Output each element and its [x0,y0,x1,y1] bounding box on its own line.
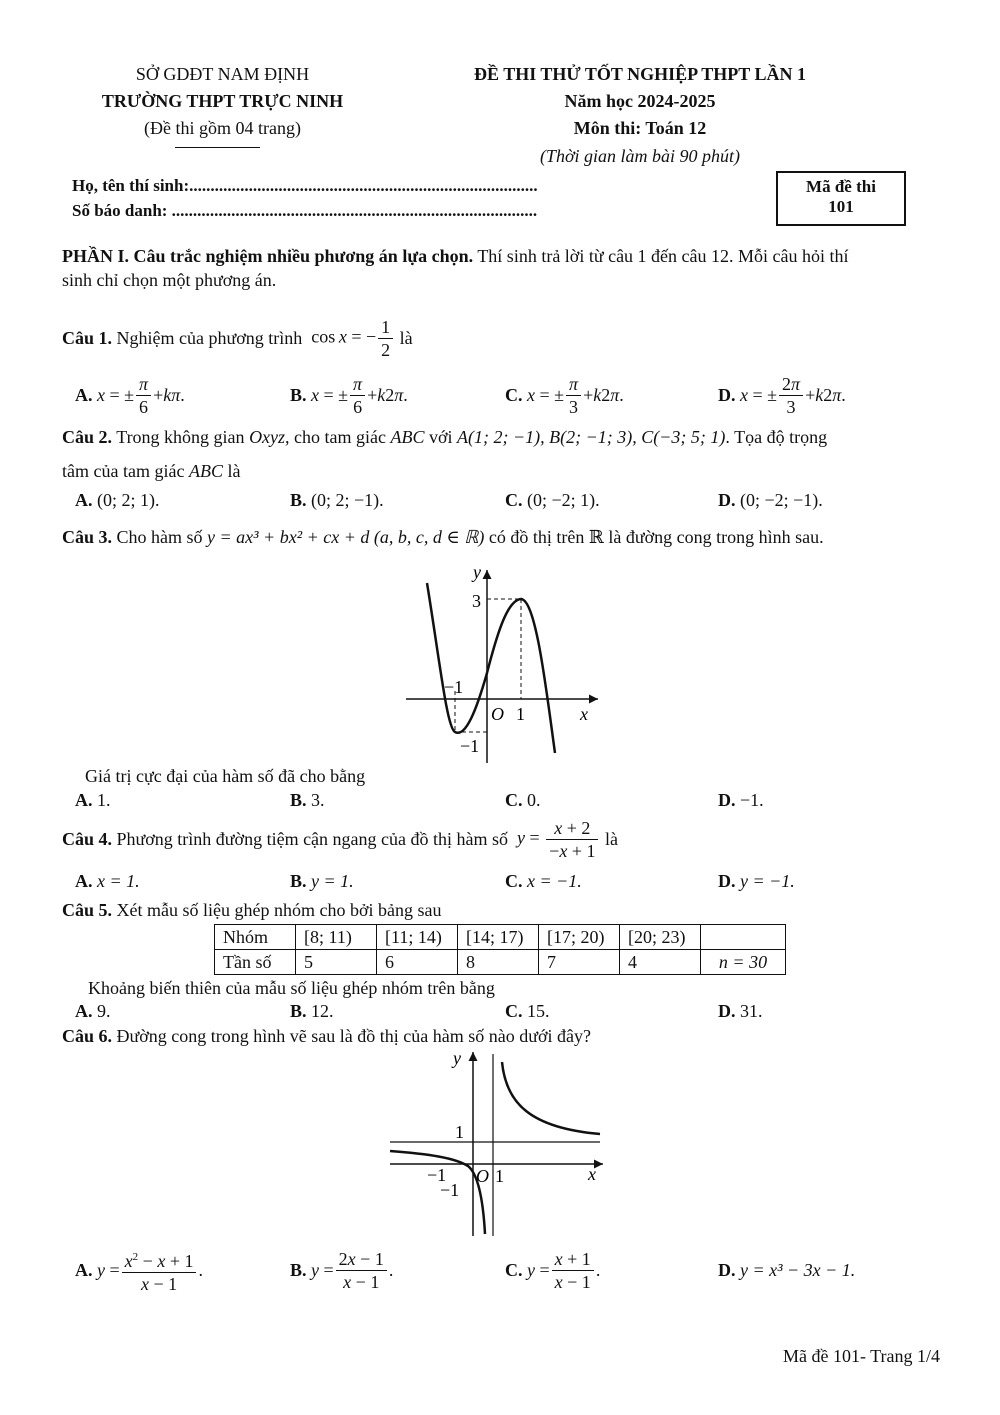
option-letter: C. [505,1001,523,1021]
option-value: (0; −2; 1). [527,490,600,510]
question-5 [62,900,441,921]
option-letter: A. [75,1001,93,1021]
q5-option-d[interactable] [718,1001,763,1022]
y-tick-minus1: −1 [460,736,480,756]
q2-text: là [227,461,241,481]
table-cell: 7 [539,950,620,975]
q4-option-b[interactable] [290,871,354,892]
question-6 [62,1026,591,1047]
q1-option-c[interactable]: C. x = ± $\frac{\pi}{3}$ + k 2 π . [505,373,624,417]
x-tick-minus1: −1 [427,1165,447,1185]
table-row [215,925,786,950]
q6-label: Câu 6. [62,1026,113,1046]
option-value: x = 1. [97,871,140,891]
part1-line1 [62,246,849,267]
question-3 [62,527,824,548]
option-value: 1. [97,790,111,810]
q2-text: . Tọa độ trọng [725,427,828,447]
option-letter: C. [505,1259,523,1280]
option-letter: D. [718,1001,736,1021]
option-value: y = x³ − 3x − 1. [740,1259,856,1280]
option-letter: B. [290,871,307,891]
table-cell: Tần số [215,950,296,975]
table-cell: 5 [296,950,377,975]
x-tick-1: 1 [516,704,525,724]
q4-option-a[interactable] [75,871,140,892]
q2-text: với [429,427,453,447]
q3-function: y = ax³ + bx² + cx + d (a, b, c, d ∈ ℝ) [207,527,485,547]
question-2-line2 [62,461,240,482]
question-2 [62,427,827,448]
q1-text: Nghiệm của phương trình [116,327,303,348]
option-letter: C. [505,384,523,405]
exam-code-value: 101 [828,197,854,216]
q4-option-c[interactable] [505,871,582,892]
option-letter: C. [505,490,523,510]
option-letter: A. [75,1259,93,1280]
q3-text: Cho hàm số [116,527,203,547]
x-tick-minus1: −1 [444,677,464,697]
q5-text: Xét mẫu số liệu ghép nhóm cho bởi bảng sau [116,900,442,920]
q4-suffix: là [604,828,618,849]
q2-label: Câu 2. [62,427,113,447]
table-cell: [8; 11) [296,925,377,950]
q3-option-b[interactable] [290,790,325,811]
q3-text: có đồ thị trên ℝ là đường cong trong hình sau. [488,527,824,547]
q2-points: A(1; 2; −1), B(2; −1; 3), C(−3; 5; 1) [457,427,726,447]
x-tick-1: 1 [495,1166,504,1186]
y-axis-label: y [453,1048,461,1068]
q3-prompt: Giá trị cực đại của hàm số đã cho bằng [85,766,366,786]
q5-prompt: Khoảng biến thiên của mẫu số liệu ghép nhóm trên bằng [88,978,495,998]
option-value: y = −1. [740,871,795,891]
option-value: y = 1. [311,871,354,891]
q1-option-a[interactable]: A. x = ± $\frac{\pi}{6}$ + kπ . [75,373,185,417]
option-letter: A. [75,871,93,891]
q3-option-d[interactable] [718,790,764,811]
option-letter: C. [505,790,523,810]
q4-text: Phương trình đường tiệm cận ngang của đồ thị hàm số [116,828,509,849]
table-cell: 4 [620,950,701,975]
option-value: (0; 2; −1). [311,490,384,510]
option-value: 12. [311,1001,334,1021]
q3-cubic-graph [400,558,610,768]
option-letter: D. [718,384,736,405]
part1-instructions: Thí sinh trả lời từ câu 1 đến câu 12. Mỗi câu hỏi thí [473,246,849,266]
candidate-name-field: Họ, tên thí sinh:.................................................................................. [72,176,538,195]
q5-option-b[interactable] [290,1001,334,1022]
subject: Môn thi: Toán 12 [573,118,707,138]
q6-option-a[interactable]: A. y = $\frac{x^2 - x + 1}{x - 1}$ . [75,1245,203,1295]
option-value: 0. [527,790,541,810]
cubic-curve [427,583,555,753]
q4-function: y = $\frac{x + 2}{-x + 1}$ [517,817,600,862]
table-cell: 6 [377,950,458,975]
exam-code-label: Mã đề thi [806,177,876,196]
q6-option-c[interactable]: C. y = $\frac{x + 1}{x - 1}$ . [505,1248,601,1292]
table-cell: n = 30 [701,950,786,975]
part1-line2: sinh chỉ chọn một phương án. [62,270,277,290]
option-letter: A. [75,490,93,510]
option-letter: A. [75,384,93,405]
table-cell: [20; 23) [620,925,701,950]
header-underline [175,147,260,148]
q3-option-a[interactable] [75,790,111,811]
q5-label: Câu 5. [62,900,113,920]
x-axis-label: x [588,1164,596,1184]
q1-label: Câu 1. [62,327,113,348]
y-tick-minus1: −1 [440,1180,460,1200]
table-cell: Nhóm [215,925,296,950]
question-4 [62,814,618,864]
option-value: 31. [740,1001,763,1021]
q1-option-b[interactable]: B. x = ± $\frac{\pi}{6}$ + k 2 π . [290,373,408,417]
option-letter: D. [718,490,736,510]
option-value: (0; 2; 1). [97,490,160,510]
q6-option-d[interactable] [718,1245,855,1295]
q5-option-c[interactable] [505,1001,550,1022]
option-value: 9. [97,1001,111,1021]
q3-label: Câu 3. [62,527,113,547]
q2-triangle: ABC [188,461,223,481]
option-value: 15. [527,1001,550,1021]
department-name: SỞ GDĐT NAM ĐỊNH [135,64,310,84]
origin-label: O [491,704,504,724]
option-letter: A. [75,790,93,810]
option-letter: D. [718,871,736,891]
q6-hyperbola-graph [385,1048,610,1238]
option-letter: D. [718,1259,736,1280]
part1-heading: PHẦN I. Câu trắc nghiệm nhiều phương án lựa chọn. [62,246,474,266]
exam-code-box [776,171,906,226]
option-letter: B. [290,1259,307,1280]
q1-option-d[interactable]: D. x = ± $\frac{2\pi}{3}$ + k 2 π . [718,373,846,417]
y-tick-3: 3 [472,591,481,611]
table-cell [701,925,786,950]
frequency-table [214,924,786,975]
candidate-id-field: Số báo danh: ...................................................................................... [72,201,538,220]
origin-label: O [476,1166,489,1186]
q6-text: Đường cong trong hình vẽ sau là đồ thị của hàm số nào dưới đây? [116,1026,591,1046]
q4-label: Câu 4. [62,828,113,849]
option-letter: D. [718,790,736,810]
q2-text: Trong không gian [116,427,245,447]
table-cell: [14; 17) [458,925,539,950]
q2-space: Oxyz [249,427,286,447]
q3-option-c[interactable] [505,790,541,811]
q4-option-d[interactable] [718,871,795,892]
q2-triangle: ABC [390,427,425,447]
option-letter: B. [290,490,307,510]
table-cell: 8 [458,950,539,975]
q2-text: tâm của tam giác [62,461,185,481]
q2-option-d[interactable] [718,490,823,511]
option-letter: B. [290,790,307,810]
x-axis-label: x [580,704,588,724]
option-value: (0; −2; −1). [740,490,823,510]
option-letter: C. [505,871,523,891]
q1-equation: cos x = − $\frac{1}{2}$ [311,316,395,361]
school-name: TRƯỜNG THPT TRỰC NINH [101,91,344,111]
table-cell: [17; 20) [539,925,620,950]
upper-branch [502,1062,600,1134]
page-footer: Mã đề 101- Trang 1/4 [783,1346,940,1366]
q5-option-a[interactable] [75,1001,111,1022]
y-tick-1: 1 [455,1122,464,1142]
school-year: Năm học 2024-2025 [564,91,716,111]
q2-option-a[interactable] [75,490,160,511]
y-axis-label: y [473,562,481,582]
q6-option-b[interactable]: B. y = $\frac{2x - 1}{x - 1}$ . [290,1248,394,1292]
q2-option-c[interactable] [505,490,600,511]
q2-option-b[interactable] [290,490,384,511]
question-1 [62,313,413,363]
table-row [215,950,786,975]
page-count-note: (Đề thi gồm 04 trang) [144,118,301,138]
q1-suffix: là [399,327,413,348]
duration: (Thời gian làm bài 90 phút) [539,146,741,166]
option-value: x = −1. [527,871,582,891]
q2-text: , cho tam giác [285,427,387,447]
option-value: 3. [311,790,325,810]
table-cell: [11; 14) [377,925,458,950]
option-letter: B. [290,384,307,405]
option-value: −1. [740,790,764,810]
exam-title: ĐỀ THI THỬ TỐT NGHIỆP THPT LẦN 1 [474,64,806,84]
option-letter: B. [290,1001,307,1021]
